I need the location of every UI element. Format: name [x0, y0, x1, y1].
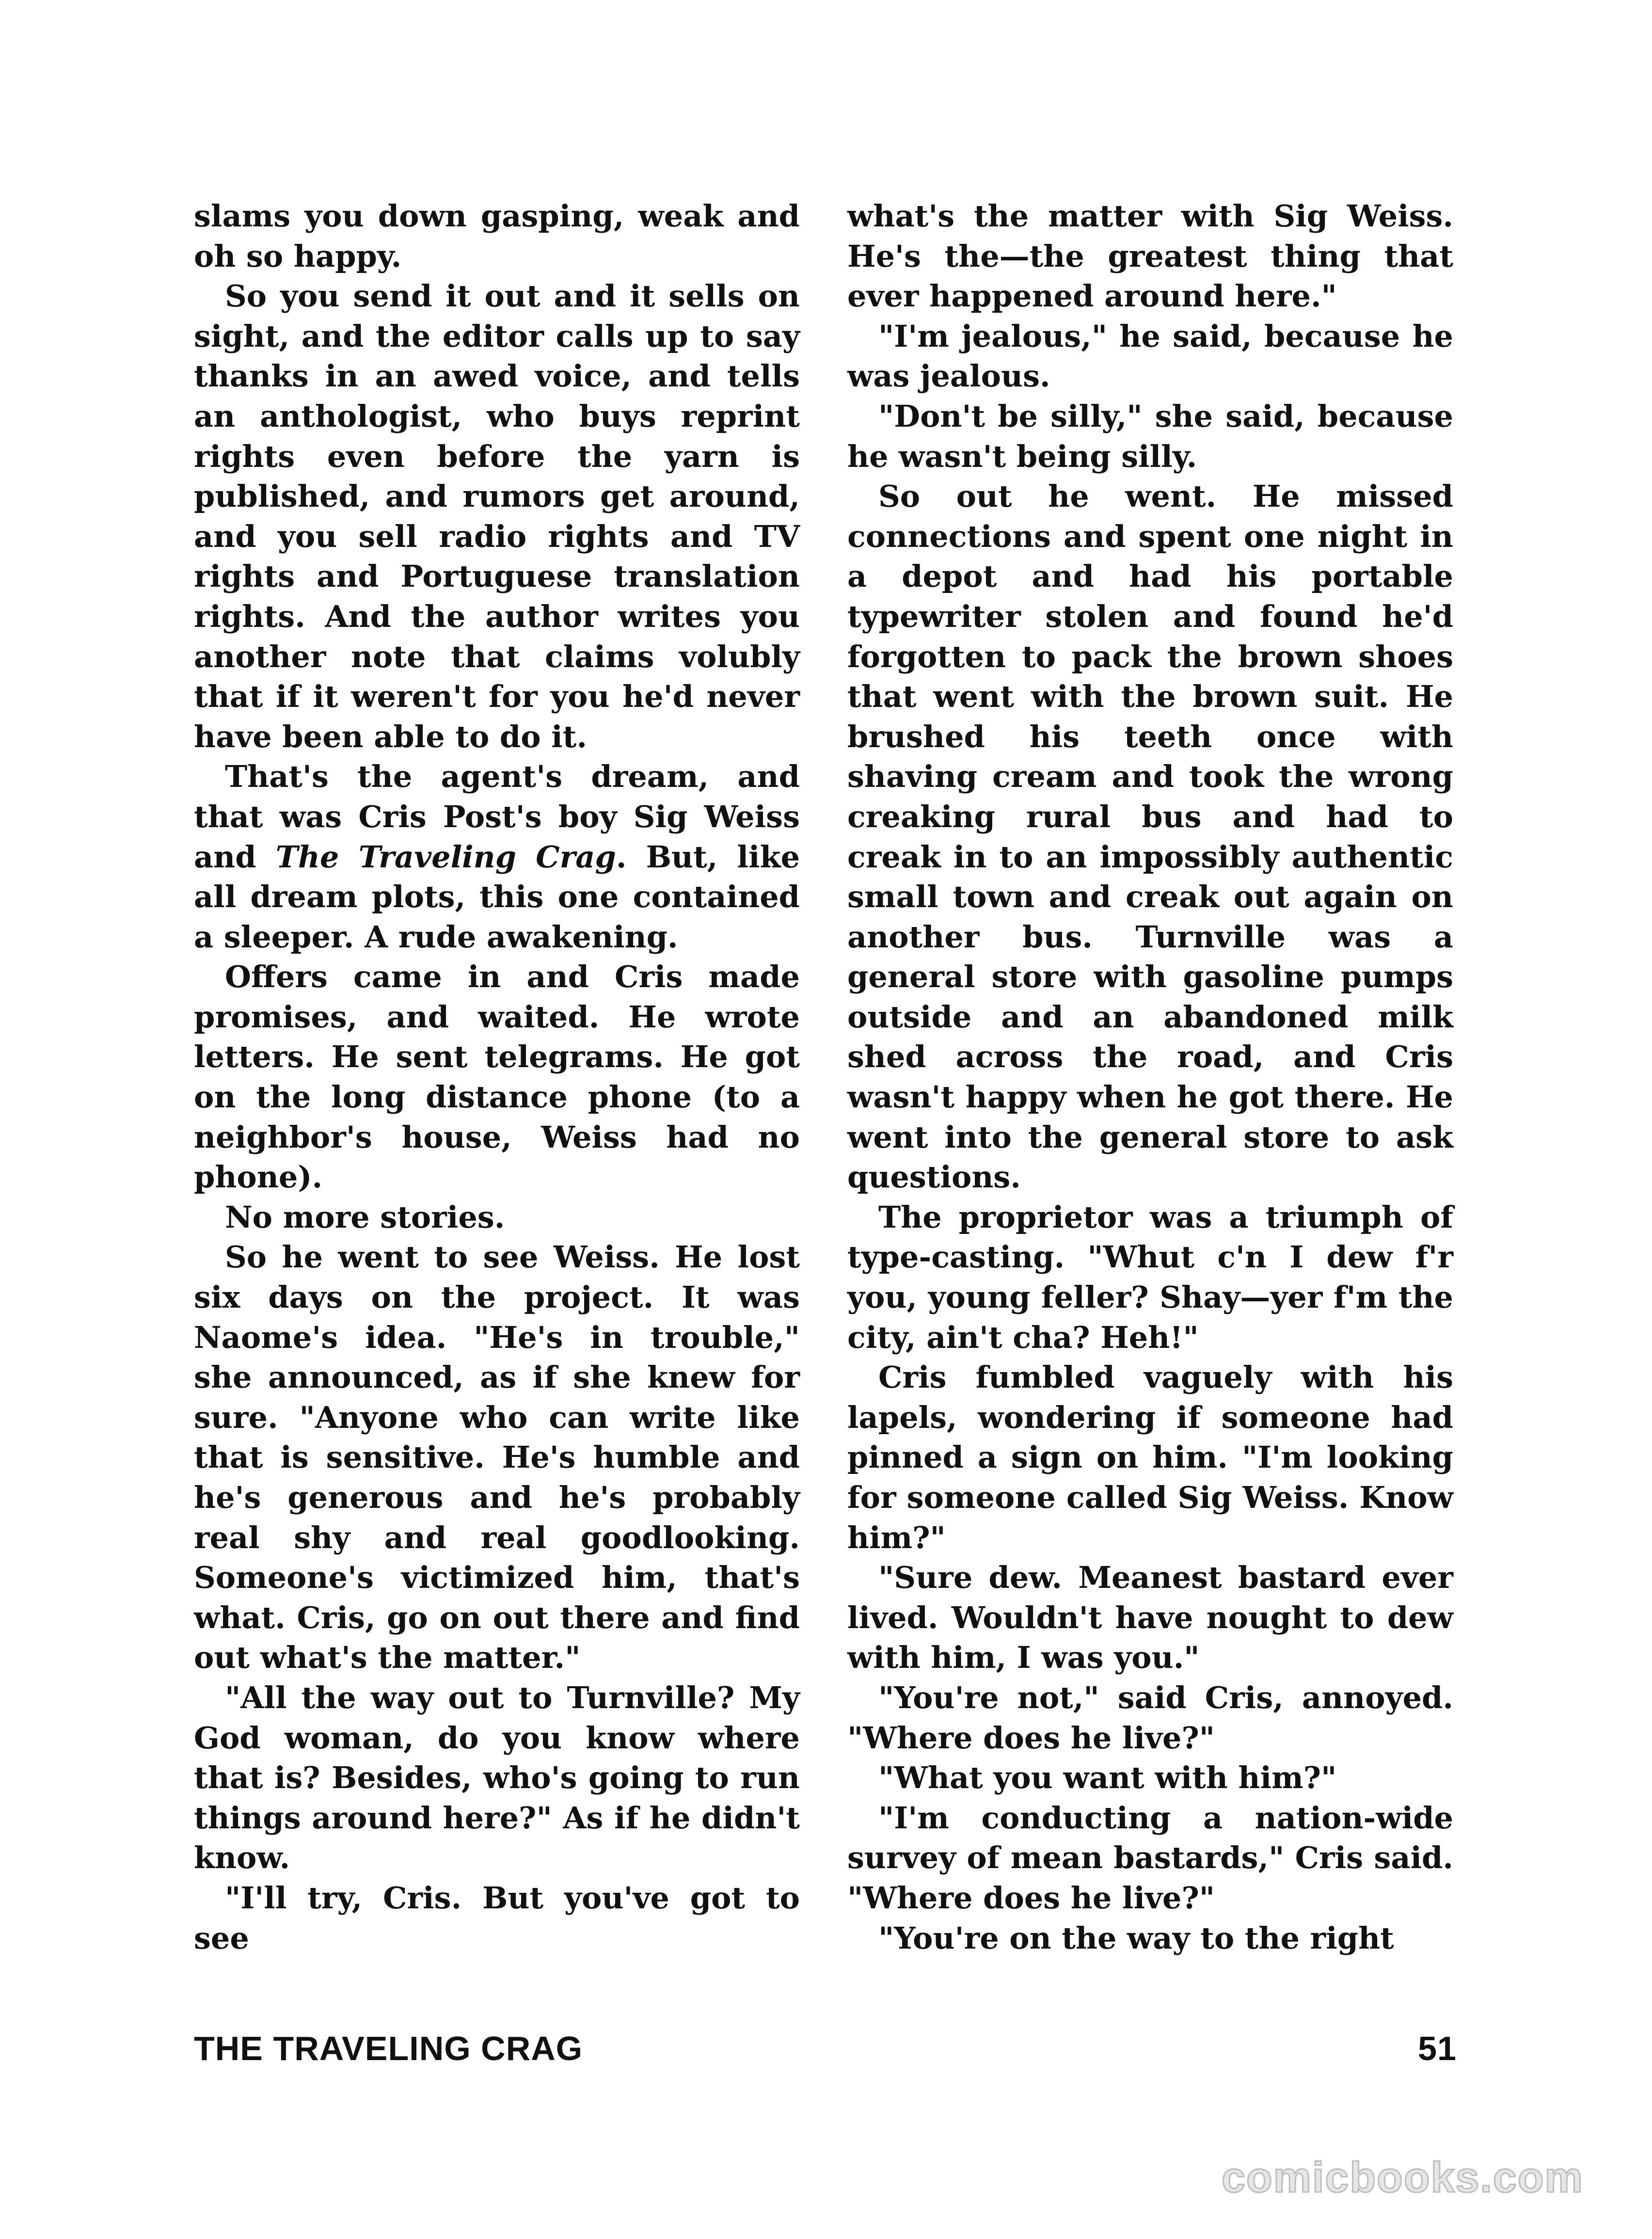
paragraph: "You're on the way to the right	[878, 1920, 1394, 1956]
paragraph: "I'll try, Cris. But you've got to see	[194, 1880, 800, 1956]
paragraph: Offers came in and Cris made promises, and waited. He wrote letters. He sent telegrams. He got on the long distance phone (to a neighbor's house, Weiss had no phone).	[194, 959, 800, 1195]
paragraph	[194, 757, 800, 957]
paragraph: "I'm conducting a nation-wide survey of mean bastards," Cris said. "Where does he live?"	[847, 1800, 1453, 1916]
page-number: 51	[1418, 2030, 1457, 2067]
paragraph: "What you want with him?"	[878, 1760, 1337, 1796]
paragraph: So he went to see Weiss. He lost six days on the project. It was Naome's idea. "He's in trouble," she announced, as if she knew for sure. "Anyone who can write like that is sensitive. He's humble and he's generous and he's probably real shy and real goodlooking. Someone's victimized him, that's what. Cris, go on out there and find out what's the matter."	[194, 1239, 800, 1676]
paragraph: Cris fumbled vaguely with his lapels, wondering if someone had pinned a sign on him. "I'm looking for someone called Sig Weiss. Know him?"	[847, 1359, 1453, 1555]
paragraph: "You're not," said Cris, annoyed. "Where does he live?"	[847, 1679, 1453, 1756]
running-footer-title: THE TRAVELING CRAG	[194, 2030, 583, 2067]
paragraph-text: . But, like all dream plots, this one contained a sleeper. A rude awakening.	[194, 839, 800, 955]
paragraph: "Don't be silly," she said, because he wasn't being silly.	[847, 398, 1453, 474]
paragraph-text: That's the agent's dream, and that was Cris Post's boy Sig Weiss and	[194, 759, 800, 875]
paragraph: No more stories.	[225, 1199, 505, 1235]
paragraph: So out he went. He missed connections and spent one night in a depot and had his portable typewriter stolen and found he'd forgotten to pack the brown shoes that went with the brown suit. He brushed his teeth once with shaving cream and took the wrong creaking rural bus and had to creak in to an impossibly authentic small town and creak out again on another bus. Turnville was a general store with gasoline pumps outside and an abandoned milk shed across the road, and Cris wasn't happy when he got there. He went into the general store to ask questions.	[847, 479, 1453, 1195]
paragraph: slams you down gasping, weak and oh so happy.	[194, 198, 800, 274]
paragraph: So you send it out and it sells on sight, and the editor calls up to say thanks in an awed voice, and tells an anthologist, who buys reprint rights even before the yarn is published, and rumors get around, and you sell radio rights and TV rights and Portuguese translation rights. And the author writes you another note that claims volubly that if it weren't for you he'd never have been able to do it.	[194, 278, 800, 754]
paragraph: "Sure dew. Meanest bastard ever lived. Wouldn't have nought to dew with him, I was you."	[847, 1560, 1453, 1676]
story-title-italic: The Traveling Crag	[275, 839, 616, 875]
watermark: comicbooks.com	[1222, 2153, 1584, 2201]
paragraph: what's the matter with Sig Weiss. He's the—the greatest thing that ever happened around here."	[847, 198, 1453, 314]
paragraph: The proprietor was a triumph of type-casting. "Whut c'n I dew f'r you, young feller? Shay—yer f'm the city, ain't cha? Heh!"	[847, 1199, 1453, 1355]
left-text-column	[194, 196, 800, 1958]
paragraph: "All the way out to Turnville? My God woman, do you know where that is? Besides, who's going to run things around here?" As if he didn't know.	[194, 1679, 800, 1876]
paragraph: "I'm jealous," he said, because he was jealous.	[847, 318, 1453, 394]
right-text-column	[847, 196, 1453, 1958]
